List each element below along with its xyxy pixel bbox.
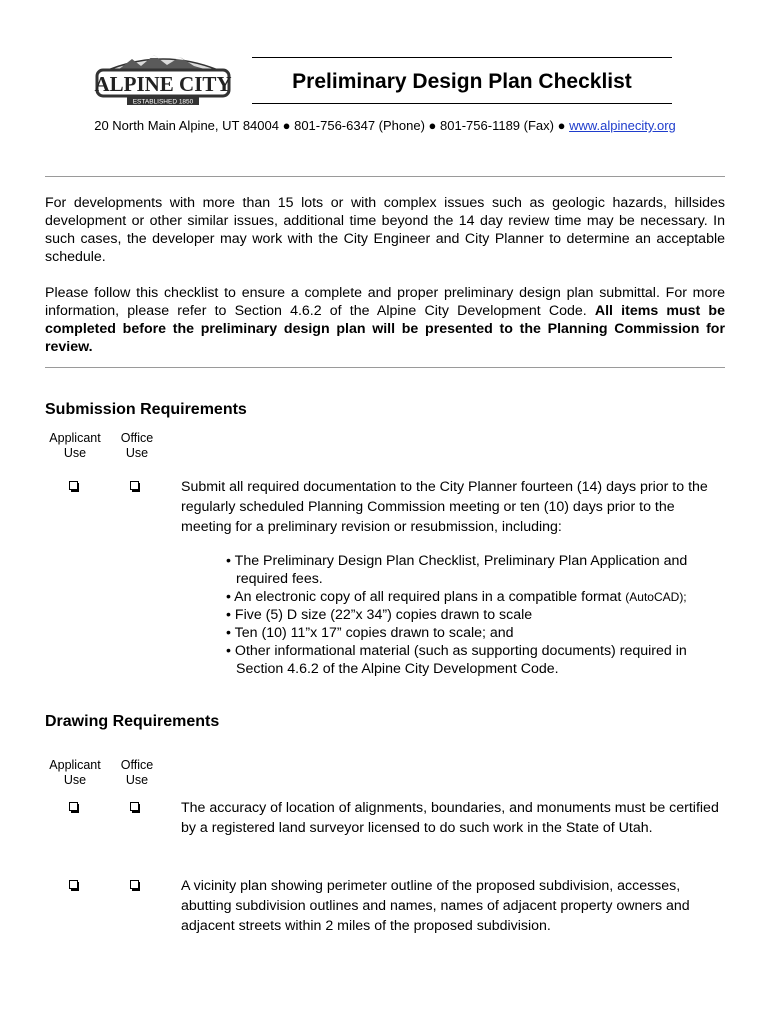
address: 20 North Main Alpine, UT 84004 bbox=[94, 118, 279, 133]
divider bbox=[45, 367, 725, 368]
bullet-sep: ● bbox=[428, 118, 437, 133]
phone: 801-756-6347 (Phone) bbox=[294, 118, 425, 133]
list-item: • The Preliminary Design Plan Checklist, Preliminary Plan Application and required fees. bbox=[226, 553, 688, 587]
small-note: (AutoCAD); bbox=[625, 590, 687, 604]
website-link[interactable]: www.alpinecity.org bbox=[569, 118, 676, 133]
drawing-item-2: A vicinity plan showing perimeter outline of the proposed subdivision, accesses, abutting subdivision outlines and names, names of adjacent property owners and adjacent streets within 2 miles of the proposed subdivision. bbox=[181, 878, 690, 934]
applicant-use-header: Applicant Use bbox=[49, 431, 101, 460]
drawing-item-1: The accuracy of location of alignments, boundaries, and monuments must be certified by a registered land surveyor licensed to do such work in the State of Utah. bbox=[181, 800, 719, 836]
intro-bold-text: All items must be completed before the preliminary design plan will be presented to the Planning Commission for review. bbox=[45, 303, 725, 355]
logo-text: ALPINE CITY bbox=[94, 72, 232, 96]
alpine-city-logo bbox=[94, 50, 232, 108]
list-item: • Five (5) D size (22”x 34”) copies drawn to scale bbox=[226, 607, 533, 623]
drawing-heading: Drawing Requirements bbox=[45, 713, 220, 730]
intro-paragraph-2 bbox=[45, 284, 725, 356]
office-checkbox[interactable] bbox=[130, 802, 141, 813]
applicant-checkbox[interactable] bbox=[69, 802, 80, 813]
list-item: • An electronic copy of all required plans in a compatible format (AutoCAD); bbox=[226, 589, 687, 605]
office-checkbox[interactable] bbox=[130, 880, 141, 891]
title-rule-bottom bbox=[252, 103, 672, 104]
list-item: • Ten (10) 11”x 17” copies drawn to scale; and bbox=[226, 625, 514, 641]
list-item: • Other informational material (such as supporting documents) required in Section 4.6.2 of the Alpine City Development Code. bbox=[226, 643, 687, 677]
submission-item: Submit all required documentation to the City Planner fourteen (14) days prior to the regularly scheduled Planning Commission meeting or ten (10) days prior to the meeting for a preliminary revision or resubmission, including: bbox=[181, 479, 708, 535]
bullet-sep: ● bbox=[557, 118, 566, 133]
contact-line bbox=[0, 118, 770, 133]
logo-established: ESTABLISHED 1850 bbox=[132, 98, 194, 106]
page-title: Preliminary Design Plan Checklist bbox=[292, 70, 632, 93]
submission-heading: Submission Requirements bbox=[45, 401, 247, 418]
office-checkbox[interactable] bbox=[130, 481, 141, 492]
applicant-checkbox[interactable] bbox=[69, 880, 80, 891]
fax: 801-756-1189 (Fax) bbox=[440, 118, 554, 133]
title-rule-top bbox=[252, 57, 672, 58]
applicant-use-header: Applicant Use bbox=[49, 758, 101, 787]
intro-paragraph-1: For developments with more than 15 lots or with complex issues such as geologic hazards, hillsides development or other similar issues, additional time beyond the 14 day review time may be necessary. In such cases, the developer may work with the City Engineer and City Planner to determine an acceptable schedule. bbox=[45, 195, 725, 265]
applicant-checkbox[interactable] bbox=[69, 481, 80, 492]
office-use-header: Office Use bbox=[120, 758, 154, 787]
bullet-sep: ● bbox=[282, 118, 291, 133]
intro-text: Please follow this checklist to ensure a complete and proper preliminary design plan submittal. For more information, please refer to Section 4.6.2 of the Alpine City Development Code. bbox=[45, 285, 725, 319]
office-use-header: Office Use bbox=[120, 431, 154, 460]
submission-bullet-list bbox=[226, 552, 726, 678]
divider bbox=[45, 176, 725, 177]
